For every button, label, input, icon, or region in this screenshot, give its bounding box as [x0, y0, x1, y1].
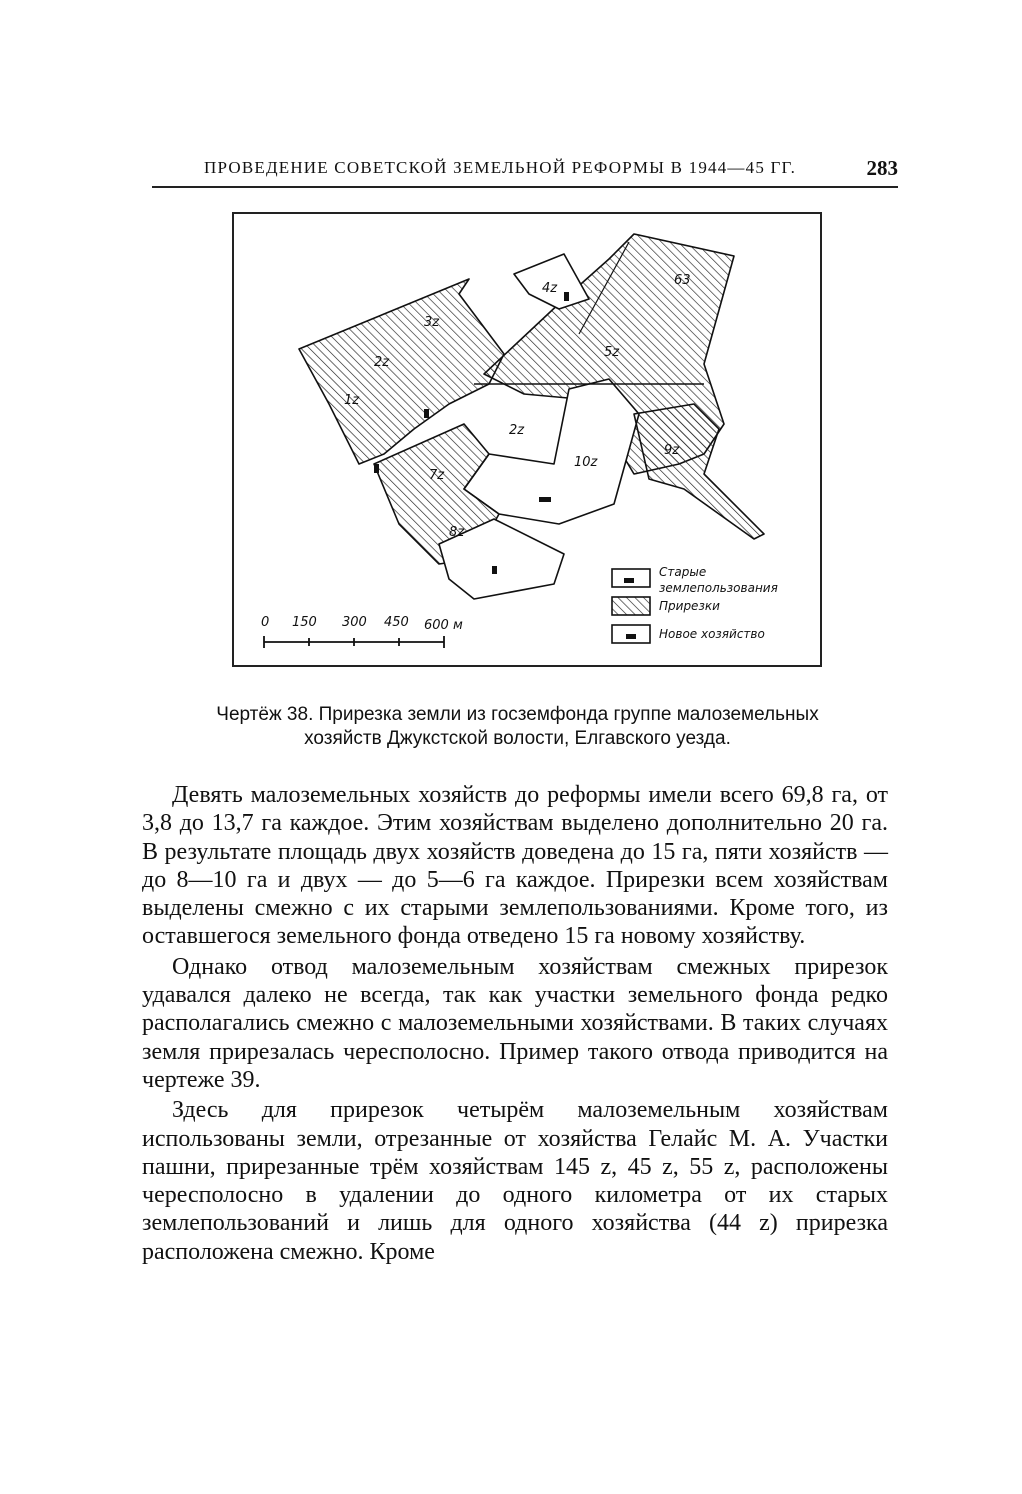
scale-bar [264, 636, 444, 648]
legend-label: землепользования [659, 581, 778, 595]
body-text [142, 781, 888, 1268]
parcel-label: 2z [509, 423, 525, 438]
parcel-label: 4z [542, 281, 558, 296]
figure-caption [145, 703, 890, 751]
running-header [152, 150, 898, 188]
land-parcel-map [234, 214, 820, 665]
parcel-label: 3z [424, 315, 440, 330]
paragraph: Девять малоземельных хозяйств до реформы имели всего 69,8 га, от 3,8 до 13,7 га каждое. Этим хозяйствам выделено дополнительно 20 га. В результате площадь двух хозяйств доведена до 15 га, пяти хозяйств — до 8—10 га и двух — до 5—6 га каждое. Прирезки всем хозяйствам выделены смежно с их старыми землепользованиями. Кроме того, из оставшегося земельного фонда отведено 15 га новому хозяйству. [142, 782, 888, 950]
parcel-label: 2z [374, 355, 390, 370]
scale-label: 450 [384, 615, 409, 630]
legend-label: Новое хозяйство [659, 627, 765, 641]
parcel-label: 7z [429, 468, 445, 483]
scale-label: 0 [261, 615, 270, 630]
header-title: ПРОВЕДЕНИЕ СОВЕТСКОЙ ЗЕМЕЛЬНОЙ РЕФОРМЫ В 1944—45 ГГ. [204, 158, 797, 177]
paragraph: Здесь для прирезок четырём малоземельным хозяйствам использованы земли, отрезанные от хозяйства Гелайс М. А. Участки пашни, прирезанные трём хозяйствам 145 z, 45 z, 55 z, расположены чересполосно в удалении до одного километра от их старых землепользований и лишь для одного хозяйства (44 z) прирезка расположена смежно. Кроме [142, 1097, 888, 1265]
parcel-10z [464, 379, 639, 524]
caption-line: Чертёж 38. Прирезка земли из госземфонда группе малоземельных [216, 704, 819, 725]
page-number: 283 [866, 156, 898, 180]
parcel-label: 10z [574, 455, 598, 470]
scale-label: 600 м [424, 618, 463, 633]
legend-label: Старые [659, 565, 707, 579]
caption-line: хозяйств Джукстской волости, Елгавского уезда. [304, 728, 731, 749]
parcel-label: 8z [449, 525, 465, 540]
figure-map [232, 212, 822, 667]
legend [612, 569, 650, 643]
parcel-label: 63 [674, 273, 691, 288]
parcel-label: 5z [604, 345, 620, 360]
parcel-hatched-se [634, 404, 764, 539]
parcel-label: 1z [344, 393, 360, 408]
parcel-label: 9z [664, 443, 680, 458]
paragraph: Однако отвод малоземельным хозяйствам смежных прирезок удавался далеко не всегда, так как участки земельного фонда редко располагались смежно с малоземельными хозяйствами. В таких случаях земля прирезалась чересполосно. Пример такого отвода приводится на чертеже 39. [142, 953, 888, 1093]
scale-label: 150 [292, 615, 317, 630]
legend-label: Прирезки [659, 599, 720, 613]
scale-label: 300 [342, 615, 367, 630]
